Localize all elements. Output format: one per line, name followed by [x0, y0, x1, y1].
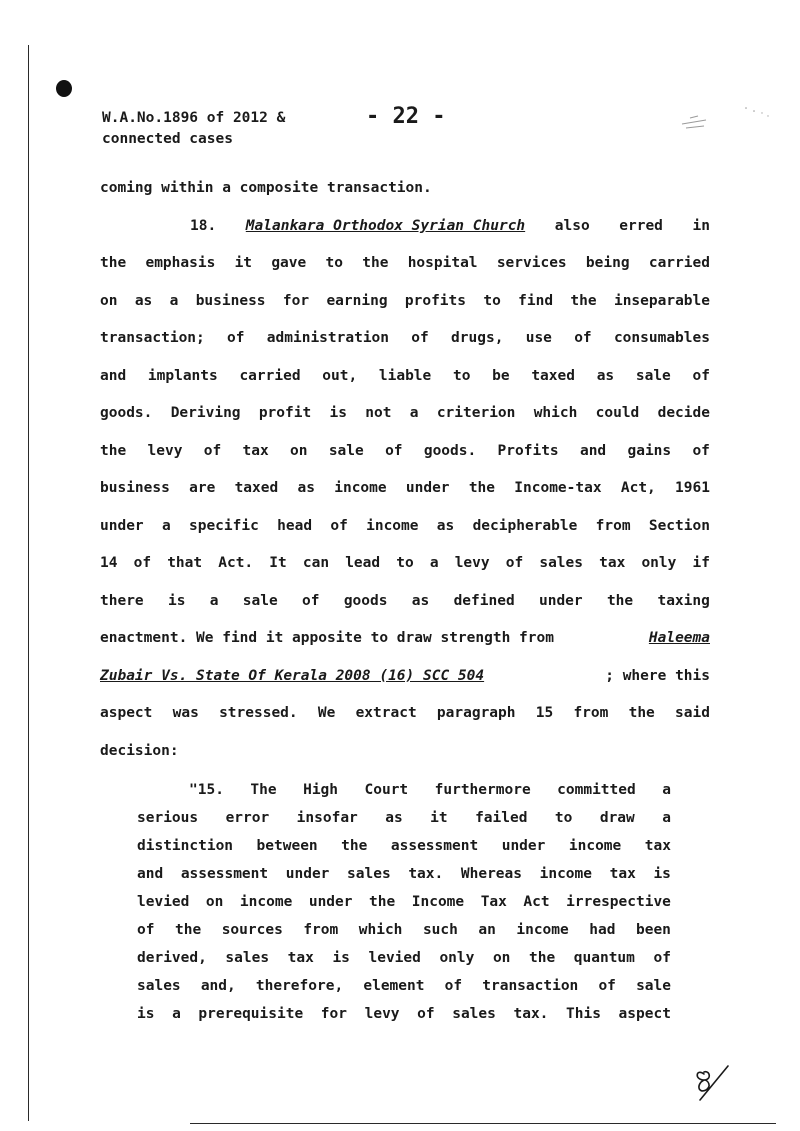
word: paragraph	[436, 705, 516, 721]
word: the	[174, 922, 202, 938]
word: a	[409, 405, 419, 421]
word: tax	[287, 950, 314, 966]
punch-hole-mark	[56, 80, 72, 97]
word: 1961	[675, 480, 710, 496]
word: being	[585, 255, 630, 271]
body-line	[100, 508, 710, 546]
word: from	[303, 922, 339, 938]
word: on	[100, 292, 118, 309]
body-line: coming within a composite transaction.	[100, 180, 432, 196]
word: income	[568, 838, 622, 854]
word: out,	[322, 367, 358, 384]
quote-line	[137, 944, 671, 972]
word: as	[134, 292, 153, 309]
case-citation: Zubair Vs. State Of Kerala 2008 (16) SCC 504	[100, 667, 485, 684]
word: as	[297, 480, 315, 496]
word: that	[167, 555, 203, 571]
word: for	[282, 292, 310, 309]
word: We	[317, 705, 336, 721]
word: a	[169, 292, 179, 309]
word: The	[250, 782, 277, 798]
word: It	[269, 555, 287, 571]
word: and,	[200, 978, 236, 994]
word: sales	[347, 866, 391, 882]
word: taxed	[234, 480, 279, 496]
word: on	[290, 442, 308, 459]
word: Act.	[218, 555, 254, 571]
case-number: W.A.No.1896 of 2012 & connected cases	[102, 110, 286, 147]
word: on	[205, 894, 224, 910]
word: under	[538, 592, 583, 609]
left-margin-rule	[28, 45, 29, 1121]
word: are	[189, 480, 216, 496]
case-citation: Malankara Orthodox Syrian Church	[245, 217, 526, 234]
word: liable	[378, 367, 432, 384]
word: inseparable	[613, 292, 710, 309]
word: Income	[411, 894, 465, 910]
quote-line	[137, 776, 671, 804]
word: in	[692, 217, 710, 234]
case-citation: Haleema	[648, 630, 710, 646]
word: income	[334, 480, 387, 496]
word: an	[478, 922, 496, 938]
word: which	[358, 922, 403, 938]
word: sale	[635, 367, 671, 384]
word: a	[209, 592, 219, 609]
word: of	[444, 978, 463, 994]
word: the	[468, 480, 496, 496]
word: sales	[225, 950, 270, 966]
quoted-paragraph	[137, 776, 671, 1028]
word: of	[137, 922, 155, 938]
word: the	[529, 950, 556, 966]
word: head	[277, 517, 313, 534]
page-number: - 22 -	[366, 104, 446, 129]
word: levied	[368, 950, 421, 966]
word: is	[167, 592, 186, 609]
word: transaction;	[100, 330, 205, 346]
word: the	[369, 894, 396, 910]
scan-speckle	[676, 104, 776, 134]
word: "15.	[189, 782, 224, 798]
word: of	[227, 330, 245, 346]
word: irrespective	[566, 894, 671, 910]
word: business	[100, 480, 170, 496]
word: between	[256, 838, 318, 854]
word: Section	[648, 517, 710, 534]
word: was	[172, 705, 199, 721]
word: goods	[343, 592, 388, 609]
quote-line	[137, 832, 671, 860]
word: Tax	[480, 894, 507, 910]
line-text: enactment. We find it apposite to draw strength from	[100, 630, 554, 646]
word: the	[100, 255, 127, 271]
word: and	[100, 367, 127, 384]
word: use	[525, 330, 552, 346]
quote-line	[137, 860, 671, 888]
word: goods.	[423, 442, 477, 459]
word: hospital	[407, 255, 478, 271]
word: and	[579, 442, 607, 459]
word: drugs,	[451, 330, 504, 346]
word: sales	[539, 555, 583, 571]
word: draw	[599, 810, 635, 826]
word: had	[589, 922, 616, 938]
word: This	[566, 1006, 601, 1022]
word: the	[100, 442, 127, 459]
paragraph-number: 18.	[190, 217, 217, 234]
body-line	[100, 658, 710, 696]
word: said	[675, 705, 710, 721]
word: failed	[475, 810, 528, 826]
word: be	[492, 367, 510, 384]
word: earning	[326, 292, 388, 309]
word: assessment	[180, 866, 269, 882]
word: of	[302, 592, 320, 609]
word: aspect	[618, 1006, 671, 1022]
word: sale	[242, 592, 278, 609]
body-line: decision:	[100, 742, 179, 759]
word: not	[365, 405, 392, 421]
word: emphasis	[145, 255, 216, 271]
body-line	[100, 695, 710, 733]
word: of	[692, 442, 710, 459]
quote-line	[137, 1000, 671, 1028]
word: erred	[619, 217, 663, 234]
word: lead	[345, 555, 381, 571]
word: of	[598, 978, 616, 994]
word: the	[341, 838, 368, 854]
word: element	[363, 978, 425, 994]
word: of	[203, 442, 222, 459]
word: only	[641, 555, 677, 571]
word: the	[362, 255, 389, 271]
word: only	[439, 950, 475, 966]
word: extract	[355, 705, 417, 721]
word: been	[635, 922, 671, 938]
word: there	[100, 592, 144, 609]
bottom-rule	[190, 1123, 776, 1124]
word: gave	[271, 255, 307, 271]
word: the	[606, 592, 634, 609]
line-text: ; where this	[605, 667, 710, 684]
body-line	[100, 470, 710, 508]
word: taxed	[531, 367, 575, 384]
word: find	[518, 292, 554, 309]
word: can	[302, 555, 330, 571]
word: administration	[266, 330, 390, 346]
word: of	[505, 555, 524, 571]
word: specific	[188, 517, 259, 534]
word: such	[422, 922, 458, 938]
word: to	[325, 255, 343, 271]
word: derived,	[137, 950, 207, 966]
word: could	[595, 405, 640, 421]
word: a	[662, 810, 671, 826]
word: stressed.	[219, 705, 298, 721]
word: gains	[627, 442, 672, 459]
word: it	[234, 255, 253, 271]
body-line	[100, 283, 710, 321]
word: defined	[453, 592, 515, 609]
word: levy	[364, 1006, 400, 1022]
body-line	[100, 433, 710, 471]
word: decipherable	[472, 517, 578, 534]
word: of	[653, 950, 671, 966]
word: of	[417, 1006, 435, 1022]
word: income	[539, 866, 592, 882]
word: as	[411, 592, 430, 609]
word: furthermore	[434, 782, 531, 798]
word: serious	[137, 810, 199, 826]
word: Act	[523, 894, 550, 910]
word: under	[285, 866, 330, 882]
word: a	[662, 782, 671, 798]
word: sales	[137, 978, 181, 994]
word: sources	[221, 922, 283, 938]
word: taxing	[657, 592, 710, 609]
word: quantum	[573, 950, 635, 966]
word: carried	[239, 367, 301, 384]
word: on	[492, 950, 511, 966]
word: of	[574, 330, 592, 346]
word: committed	[557, 782, 636, 798]
word: if	[692, 555, 710, 571]
body-line	[100, 583, 710, 621]
word: Deriving	[170, 405, 241, 421]
word: sale	[636, 978, 671, 994]
word: income	[239, 894, 293, 910]
word: tax	[609, 866, 636, 882]
word: Act,	[620, 480, 656, 496]
quote-line	[137, 972, 671, 1000]
word: under	[405, 480, 450, 496]
word: to	[452, 367, 471, 384]
body-line	[100, 620, 710, 658]
word: as	[385, 810, 403, 826]
word: sales	[452, 1006, 496, 1022]
word: levied	[137, 894, 190, 910]
word: 15	[535, 705, 554, 721]
word: a	[161, 517, 171, 534]
word: under	[501, 838, 546, 854]
word: income	[366, 517, 419, 534]
word: of	[133, 555, 152, 571]
word: levy	[454, 555, 490, 571]
word: goods.	[100, 405, 153, 421]
word: to	[396, 555, 414, 571]
word: of	[385, 442, 403, 459]
word: from	[573, 705, 609, 721]
body-line	[100, 545, 710, 583]
initials-signature	[690, 1060, 736, 1104]
word: aspect	[100, 705, 153, 721]
body-line	[100, 358, 710, 396]
body-line	[100, 320, 710, 358]
word: High	[303, 782, 339, 798]
word: is	[137, 1006, 155, 1022]
word: business	[195, 292, 266, 309]
word: of	[692, 367, 710, 384]
word: to	[483, 292, 501, 309]
word: Income-tax	[514, 480, 602, 496]
word: insofar	[296, 810, 358, 826]
word: it	[430, 810, 448, 826]
word: sale	[328, 442, 364, 459]
word: implants	[147, 367, 218, 384]
body-line	[100, 245, 710, 283]
word: prerequisite	[198, 1006, 304, 1022]
word: income	[516, 922, 569, 938]
quote-line	[137, 804, 671, 832]
word: services	[496, 255, 567, 271]
word: is	[653, 866, 671, 882]
quote-line	[137, 916, 671, 944]
quote-line	[137, 888, 671, 916]
word: profit	[258, 405, 312, 421]
word: as	[436, 517, 455, 534]
word: carried	[648, 255, 710, 271]
body-line	[100, 395, 710, 433]
word: error	[225, 810, 270, 826]
word: tax	[242, 442, 269, 459]
word: also	[554, 217, 590, 234]
word: is	[329, 405, 347, 421]
word: for	[320, 1006, 347, 1022]
word: is	[332, 950, 350, 966]
word: the	[628, 705, 655, 721]
word: under	[308, 894, 353, 910]
word: which	[533, 405, 578, 421]
word: distinction	[137, 838, 234, 854]
word: 14	[100, 555, 118, 571]
word: of	[411, 330, 429, 346]
word: profits	[404, 292, 466, 309]
word: decide	[657, 405, 710, 421]
word: criterion	[436, 405, 516, 421]
word: levy	[147, 442, 183, 459]
word: therefore,	[255, 978, 344, 994]
word: and	[137, 866, 164, 882]
word: as	[596, 367, 615, 384]
word: consumables	[613, 330, 710, 346]
word: tax.	[513, 1006, 549, 1022]
judgment-body	[100, 170, 710, 770]
word: Whereas	[460, 866, 522, 882]
word: transaction	[482, 978, 579, 994]
word: from	[595, 517, 631, 534]
word: tax	[644, 838, 671, 854]
word: to	[554, 810, 573, 826]
word: Profits	[497, 442, 559, 459]
word: Court	[364, 782, 409, 798]
word: a	[172, 1006, 181, 1022]
body-line	[100, 208, 710, 246]
word: of	[330, 517, 348, 534]
word: assessment	[390, 838, 479, 854]
word: tax.	[408, 866, 444, 882]
word: under	[100, 517, 144, 534]
word: tax	[599, 555, 626, 571]
word: the	[570, 292, 597, 309]
word: a	[429, 555, 439, 571]
